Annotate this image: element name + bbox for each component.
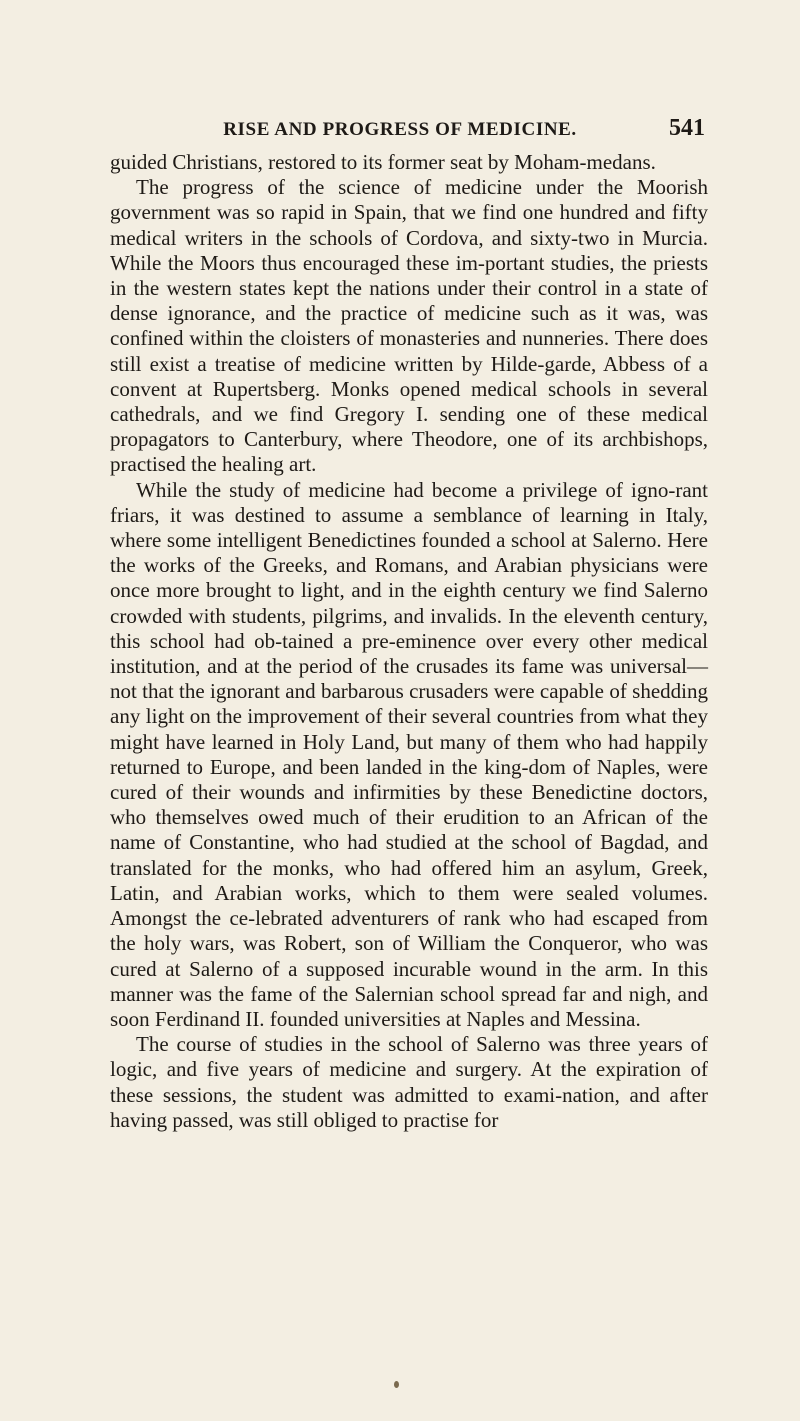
paragraph: While the study of medicine had become a privilege of igno-rant friars, it was destined to assume a semblance of learning in Italy, where some intelligent Benedictines founded a school at Salerno. Here the works of the Greeks, and Romans, and Arabian physicians were once more brought to light, and in the eighth century we find Salerno crowded with students, pilgrims, and invalids. In the eleventh century, this school had ob-tained a pre-eminence over every other medical institution, and at the period of the crusades its fame was universal—not that the ignorant and barbarous crusaders were capable of shedding any light on the improvement of their several countries from what they might have learned in Holy Land, but many of them who had happily returned to Europe, and been landed in the king-dom of Naples, were cured of their wounds and infirmities by these Benedictine doctors, who themselves owed much of their erudition to an African of the name of Constantine, who had studied at the school of Bagdad, and translated for the monks, who had offered him an asylum, Greek, Latin, and Arabian works, which to them were sealed volumes. Amongst the ce-lebrated adventurers of rank who had escaped from the holy wars, was Robert, son of William the Conqueror, who was cured at Salerno of a supposed incurable wound in the arm. In this manner was the fame of the Salernian school spread far and nigh, and soon Ferdinand II. founded universities at Naples and Messina. (110, 477, 708, 1031)
body-text (110, 150, 708, 1133)
paragraph: The course of studies in the school of Salerno was three years of logic, and five years of medicine and surgery. At the expiration of these sessions, the student was admitted to exami-nation, and after having passed, was still obliged to practise for (110, 1032, 708, 1132)
paragraph: guided Christians, restored to its former seat by Moham-medans. (110, 150, 656, 174)
paragraph: The progress of the science of medicine under the Moorish government was so rapid in Spain, that we find one hundred and fifty medical writers in the schools of Cordova, and sixty-two in Murcia. While the Moors thus encouraged these im-portant studies, the priests in the western states kept the nations under their control in a state of dense ignorance, and the practice of medicine such as it was, was confined within the cloisters of monasteries and nunneries. There does still exist a treatise of medicine written by Hilde-garde, Abbess of a convent at Rupertsberg. Monks opened medical schools in several cathedrals, and we find Gregory I. sending one of these medical propagators to Canterbury, where Theodore, one of its archbishops, practised the healing art. (110, 175, 708, 477)
page-number: 541 (669, 115, 705, 141)
running-head: RISE AND PROGRESS OF MEDICINE. (223, 119, 577, 140)
page-header (0, 113, 800, 143)
ink-mark (394, 1381, 399, 1388)
